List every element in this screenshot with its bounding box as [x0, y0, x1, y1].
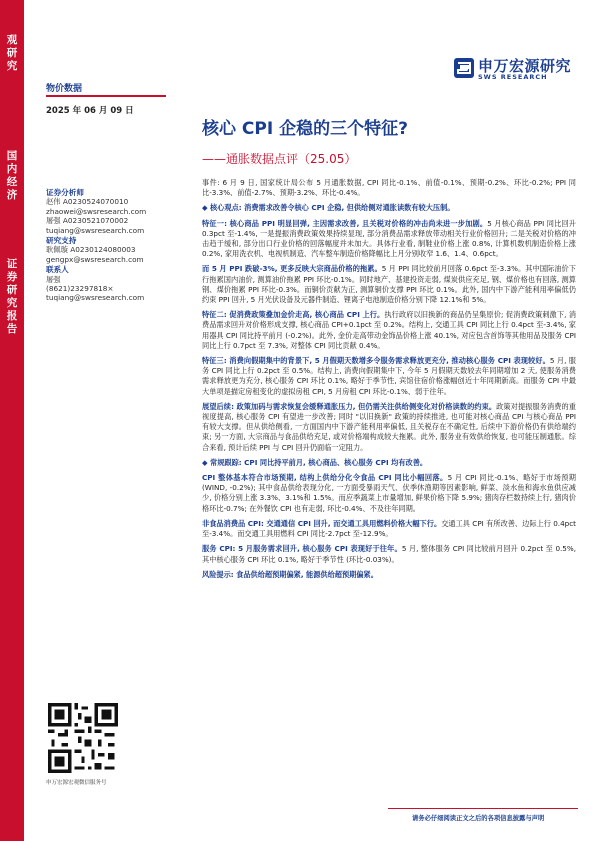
- feature1-heading: 特征一: 核心商品 PPI 明显回弹, 主因需求改善, 且关税对价格的冲击尚未进一步加剧。: [202, 218, 488, 228]
- report-category: 物价数据: [46, 84, 83, 94]
- analyst-line: zhaowei@swsresearch.com: [46, 206, 147, 216]
- report-title: 核心 CPI 企稳的三个特征?: [202, 119, 408, 139]
- feature2-heading: 特征二: 促消费政策叠加金价走高, 核心商品 CPI 上行。: [202, 310, 385, 320]
- qr-caption: 申万宏源宏观微信服务号: [46, 780, 107, 786]
- feature3-paragraph: [202, 356, 576, 397]
- nonfood-text: 交通工具 CPI 有所改善、边际上行 0.4pct 至-3.4%。而交通工具用燃料 CPI 同比-2.7pct 至-12.9%。: [202, 518, 576, 539]
- support-line: gengpx@swsresearch.com: [46, 254, 144, 264]
- footer-divider: [388, 808, 578, 809]
- ppi-paragraph: [202, 264, 576, 305]
- analyst-line: tuqiang@swsresearch.com: [46, 225, 145, 235]
- risk-text: 风险提示: 食品供给超预期偏紧, 能源供给超预期偏紧。: [202, 569, 378, 579]
- contact-heading: 联系人: [46, 265, 69, 275]
- outlook-paragraph: [202, 402, 576, 453]
- outlook-heading: 展望后续: 政策加码与需求恢复会缓释通胀压力, 但仍需关注供给侧变化对价格读数的约束。: [202, 401, 497, 411]
- sidebar-label-research: 观研究: [6, 34, 18, 72]
- sidebar-label-report-type: 证券研究报告: [6, 258, 18, 335]
- report-body: [202, 178, 576, 585]
- qr-code-icon: [48, 703, 118, 773]
- report-subtitle: ——通胀数据点评（25.05）: [202, 152, 357, 166]
- support-heading: 研究支持: [46, 236, 77, 246]
- support-line: 耿佩璇 A0230124080003: [46, 245, 136, 255]
- logo-english: SWS RESEARCH: [478, 73, 548, 81]
- sidebar: [0, 0, 24, 841]
- tracking-paragraph: [202, 458, 576, 468]
- core-view-paragraph: [202, 203, 576, 213]
- cpi-overall-heading: CPI 整体基本符合市场预期, 结构上供给分化令食品 CPI 同比小幅回落。: [202, 473, 448, 483]
- analyst-line: 赵伟 A0230524070010: [46, 197, 129, 207]
- analyst-line: 屠强 A0230521070002: [46, 216, 129, 226]
- ppi-text: 5 月 PPI 同比较前月回落 0.6pct 至-3.3%。其中国际油价下行拖累国内油价, 测算油价拖累 PPI 环比-0.1%。同时地产、基建投资走弱, 煤炭供应充足, 钢、煤价格也有回落, 测算钢、煤价拖累 PPI 环比-0.3%。而铜价贡献为正, 测算铜价支撑 PPI 环比 0.1%。此外, 国内中下游产能利用率偏低仍约束 PPI 回升, 5 月光伏设备及元器件制造、锂离子电池制造价格分别下降 12.1%和 5%。: [202, 264, 576, 305]
- event-paragraph: [202, 178, 576, 198]
- brand-logo: [453, 55, 573, 85]
- service-text: 5 月, 整体服务 CPI 同比较前月回升 0.2pct 至 0.5%, 其中核心服务 CPI 环比 0.1%, 略好于季节性 (环比-0.03%)。: [202, 544, 576, 564]
- feature3-heading: 特征三: 消费向假期集中的背景下, 5 月假期天数增多令服务需求释放更充分, 推动核心服务 CPI 表现较好。: [202, 356, 550, 366]
- service-heading: 服务 CPI: 5 月服务需求回升, 核心服务 CPI 表现好于往年。: [202, 544, 402, 554]
- feature2-paragraph: [202, 310, 576, 351]
- contact-line: 屠强: [46, 274, 61, 284]
- category-divider: [46, 95, 166, 97]
- analyst-block: [46, 188, 188, 303]
- disclaimer-footer: 请务必仔细阅读正文之后的各项信息披露与声明: [412, 815, 545, 822]
- service-paragraph: [202, 544, 576, 564]
- outlook-text: 政策对提振服务消费的重视度提高, 核心服务 CPI 有望进一步改善; 同时 "以旧换新" 政策的持续推进, 也可能对核心商品 CPI 与核心商品 PPI 有较大支撑。但从供给侧看, 一方面国内中下游产能利用率偏低, 且关税存在不确定性, 后续中下游价格仍有供给端约束; 另一方面, 大宗商品与食品供给充足, 或对价格端构成较大拖累。此外, 服务业有效供给恢复, 也可能压制通胀。综合来看, 预计后续 PPI 与 CPI 回升仍面临一定阻力。: [202, 401, 576, 452]
- logo-mark-icon: [453, 57, 475, 79]
- nonfood-heading: 非食品消费品 CPI: 交通通信 CPI 回升, 而交通工具用燃料价格大幅下行。: [202, 518, 442, 528]
- event-text: 事件: 6 月 9 日, 国家统计局公布 5 月通胀数据, CPI 同比-0.1%、前值-0.1%、预期-0.2%、环比-0.2%; PPI 同比-3.3%、前值-2.7%、预期-3.2%、环比-0.4%。: [202, 178, 576, 198]
- feature2-text: 执行政府以旧换新的商品仍呈集原价; 促消费政策刺激下, 消费品需求回升对价格形成支撑, 核心商品 CPI+0.1pct 至 0.2%。结构上, 交通工具 CPI 同比上行 0.4pct 至-3.4%, 家用器具 CPI 同比持平前月 (-0.2%)。此外, 金价走高带动金饰品价格上涨 40.1%, 对应包含首饰等其他用品及服务 CPI 同比上行 0.7pct 至 7.3%, 对整体 CPI 同比贡献 0.4%。: [202, 310, 577, 350]
- feature3-text: 5 月, 服务 CPI 同比上行 0.2pct 至 0.5%。结构上, 消费向假期集中下, 今年 5 月假期天数较去年同期增加 2 天, 使服务消费需求释放更为充分, 核心服务 CPI 环比 0.1%, 略好于季节性, 宾馆住宿价格涨幅创近十年同期新高。而服务 CPI 中最大单项是描定房租变化的虚拟房租 CPI, 5 月房租 CPI 环比-0.1%、弱于往年。: [202, 356, 576, 396]
- feature1-text: 5 月核心商品 PPI 同比回升 0.3pct 至-1.4%, 一是提振消费政策效果持续显现, 部分消费品需求释放带动相关行业价格回升; 二是关税对价格的冲击趋于缓和, 部分出口行业价格的回落幅度并未加大。具体行业看, 制鞋业价格上涨 0.8%, 计算机数机制造价格上涨 0.2%, 家用洗衣机、电视机制造、汽车整车制造价格降幅比上月分别收窄 1.6、1.4、0.6pct。: [202, 218, 576, 259]
- tracking-heading: 常规跟踪: CPI 同比持平前月, 核心商品、核心服务 CPI 均有改善。: [210, 457, 428, 467]
- ppi-heading: 而 5 月 PPI 跌破-3%, 更多反映大宗商品价格的拖累。: [202, 264, 382, 274]
- bullet-icon: ◆: [202, 203, 211, 213]
- cpi-overall-paragraph: [202, 473, 576, 514]
- sidebar-label-economy: 国内经济: [6, 150, 18, 201]
- logo-name: 申万宏源研究: [478, 57, 572, 75]
- core-view-heading: 核心观点: 消费需求改善令核心 CPI 企稳, 但供给侧对通胀读数有较大压制。: [210, 203, 455, 213]
- nonfood-paragraph: [202, 519, 576, 539]
- qr-code[interactable]: [48, 703, 118, 773]
- feature1-paragraph: [202, 219, 576, 260]
- report-date: 2025 年 06 月 09 日: [46, 106, 134, 116]
- contact-line: tuqiang@swsresearch.com: [46, 293, 145, 303]
- bullet-icon: ◆: [202, 457, 211, 467]
- analyst-heading: 证券分析师: [46, 188, 84, 197]
- risk-paragraph: [202, 570, 576, 580]
- contact-line: (8621)23297818×: [46, 284, 114, 294]
- cpi-overall-text: 5 月 CPI 同比-0.1%、略好于市场预期(WIND, -0.2%); 其中食品供给表现分化, 一方面受暴雨天气、伏季休渔期等因素影响, 鲜菜、淡水鱼和海水鱼供应减少, 价格分别上涨 3.3%、3.1%和 1.5%。而应季蔬菜上市量增加, 鲜果价格下降 5.9%; 猪肉存栏数持续上行, 猪肉价格环比-0.7%; 在外餐饮 CPI 也有走弱, 环比-0.4%、不及往年同期。: [202, 473, 576, 513]
